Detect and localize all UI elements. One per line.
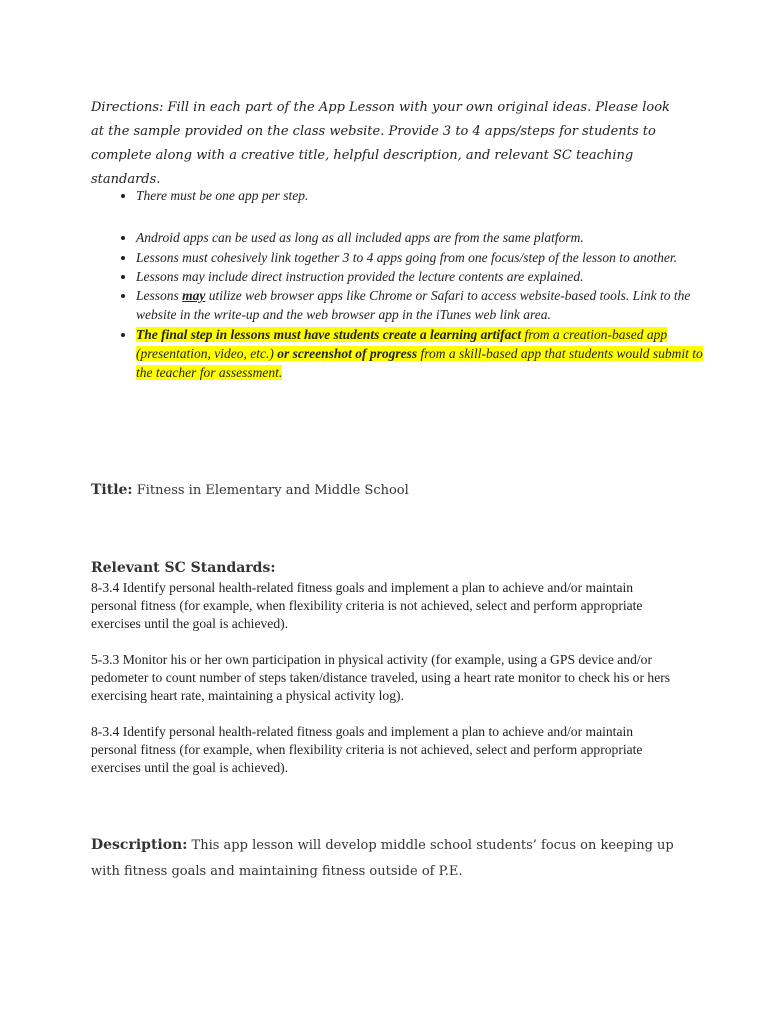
standard-item: 8-3.4 Identify personal health-related fitness goals and implement a plan to achieve and/or maintain personal fitness (for example, when flexibility criteria is not achieved, select and perform appropriate exercises until the goal is achieved). <box>91 580 643 631</box>
rule-one-app: • There must be one app per step. <box>136 186 706 205</box>
title-value: Fitness in Elementary and Middle School <box>132 483 409 498</box>
rule-web-browser <box>136 286 706 325</box>
lesson-title <box>91 482 409 498</box>
title-label: Title: <box>91 482 133 498</box>
rule-final-step <box>136 325 706 383</box>
rule-final-text-1: from a creation-based app (presentation, video, etc.) <box>136 326 668 362</box>
rule-android: • Android apps can be used as long as all included apps are from the same platform. <box>136 228 706 247</box>
directions-text: Directions: Fill in each part of the App Lesson with your own original ideas. Please look at the sample provided on the class website. Provide 3 to 4 apps/steps for students to complete along with a creative title, helpful description, and relevant SC teaching standards. <box>91 100 670 187</box>
rule-cohesive: • Lessons must cohesively link together 3 to 4 apps going from one focus/step of the lesson to another. <box>136 248 706 267</box>
rule-final-bold-2: or screenshot of progress <box>273 346 418 362</box>
standards-list <box>91 579 681 795</box>
rule-web-may: may <box>182 288 206 304</box>
description-value: This app lesson will develop middle school students’ focus on keeping up with fitness goals and maintaining fitness outside of P.E. <box>91 838 674 879</box>
lesson-description <box>91 832 691 885</box>
rules-list <box>108 186 706 383</box>
rule-direct-instruction: • Lessons may include direct instruction provided the lecture contents are explained. <box>136 267 706 286</box>
rule-web-prefix: Lessons <box>136 288 183 304</box>
standards-heading: Relevant SC Standards: <box>91 560 276 576</box>
standard-item: 8-3.4 Identify personal health-related fitness goals and implement a plan to achieve and/or maintain personal fitness (for example, when flexibility criteria is not achieved, select and perform appropriate exercises until the goal is achieved). <box>91 724 643 775</box>
description-label: Description: <box>91 837 188 853</box>
rule-final-bold-1: The final step in lessons must have students create a learning artifact <box>136 326 522 342</box>
rule-final-text-2: from a skill-based app that students would submit to the teacher for assessment. <box>136 346 703 381</box>
standard-item: 5-3.3 Monitor his or her own participation in physical activity (for example, using a GPS device and/or pedometer to count number of steps taken/distance traveled, using a heart rate monitor to check his or hers exercising heart rate, maintaining a physical activity log). <box>91 652 671 703</box>
rule-web-suffix: utilize web browser apps like Chrome or Safari to access website-based tools. Link to the website in the write-up and the web browser app in the iTunes web link area. <box>136 288 691 323</box>
